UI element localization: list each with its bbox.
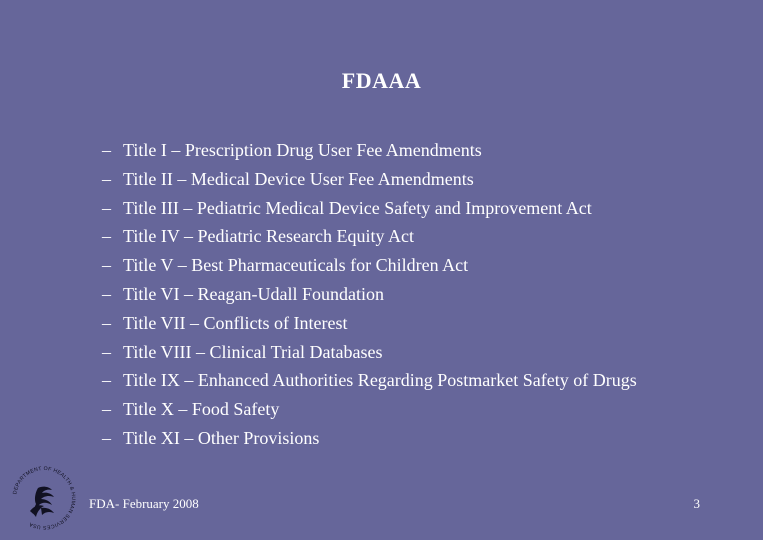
svg-text:DEPARTMENT OF HEALTH & HUMAN S <box>12 466 76 530</box>
list-item-text: Title II – Medical Device User Fee Amendments <box>123 168 474 189</box>
bullet-dash: – <box>102 226 111 247</box>
list-item-text: Title XI – Other Provisions <box>123 427 320 448</box>
list-item <box>102 280 637 309</box>
footer-text: FDA- February 2008 <box>89 496 199 511</box>
bullet-dash: – <box>102 283 111 304</box>
list-item-text: Title III – Pediatric Medical Device Safety and Improvement Act <box>123 197 592 218</box>
slide-title: FDAAA <box>341 68 422 93</box>
bullet-dash: – <box>102 341 111 362</box>
list-item <box>102 424 637 453</box>
list-item <box>102 395 637 424</box>
list-item-text: Title V – Best Pharmaceuticals for Children Act <box>123 255 469 276</box>
bullet-dash: – <box>102 255 111 276</box>
seal-text: DEPARTMENT OF HEALTH & HUMAN SERVICES USA <box>12 465 77 531</box>
list-item <box>102 338 637 367</box>
list-item-text: Title IX – Enhanced Authorities Regarding Postmarket Safety of Drugs <box>123 370 637 391</box>
list-item-text: Title X – Food Safety <box>123 399 280 420</box>
list-item-text: Title IV – Pediatric Research Equity Act <box>123 226 414 247</box>
bullet-dash: – <box>102 140 111 160</box>
list-item <box>102 194 637 223</box>
list-item <box>102 366 637 395</box>
bullet-dash: – <box>102 370 111 391</box>
list-item <box>102 136 637 165</box>
list-item-text: Title VII – Conflicts of Interest <box>123 312 348 333</box>
hhs-seal-icon <box>8 462 80 534</box>
list-item-text: Title VI – Reagan-Udall Foundation <box>123 283 384 304</box>
title-list <box>102 136 637 453</box>
bullet-dash: – <box>102 168 111 189</box>
list-item <box>102 222 637 251</box>
list-item <box>102 165 637 194</box>
list-item <box>102 251 637 280</box>
list-item-text: Title I – Prescription Drug User Fee Amendments <box>123 140 482 160</box>
bullet-dash: – <box>102 399 111 420</box>
page-number: 3 <box>693 496 700 511</box>
bullet-dash: – <box>102 427 111 448</box>
bullet-dash: – <box>102 197 111 218</box>
bullet-dash: – <box>102 312 111 333</box>
list-item-text: Title VIII – Clinical Trial Databases <box>123 341 383 362</box>
eagle-emblem <box>30 487 54 517</box>
list-item <box>102 309 637 338</box>
